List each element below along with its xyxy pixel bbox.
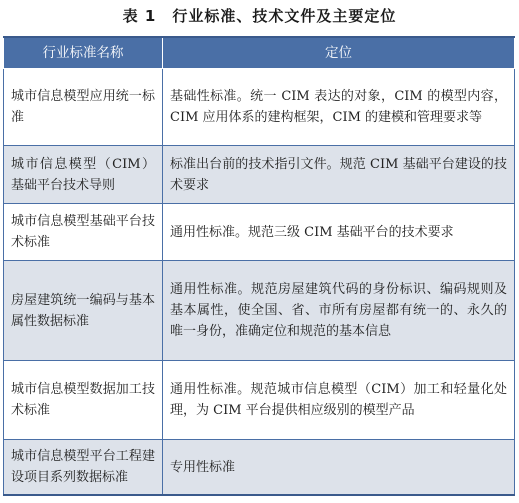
position-cell: 通用性标准。规范房屋建筑代码的身份标识、编码规则及基本属性，使全国、省、市所有房屋都有统一的、永久的唯一身份，准确定位和规范的基本信息 [163,261,515,361]
table-row [4,69,515,146]
standard-name-cell: 房屋建筑统一编码与基本属性数据标准 [4,261,163,361]
standard-name-cell: 城市信息模型应用统一标准 [4,69,163,146]
standard-name-cell: 城市信息模型（CIM）基础平台技术导则 [4,146,163,204]
standard-name-cell: 城市信息模型平台工程建设项目系列数据标准 [4,440,163,496]
position-cell: 专用性标准 [163,440,515,496]
standards-table [3,36,515,496]
table-row [4,361,515,440]
standard-name-cell: 城市信息模型数据加工技术标准 [4,361,163,440]
header-standard-name: 行业标准名称 [4,37,163,69]
position-cell: 基础性标准。统一 CIM 表达的对象，CIM 的模型内容，CIM 应用体系的建构框架，CIM 的建模和管理要求等 [163,69,515,146]
table-caption: 表 1 行业标准、技术文件及主要定位 [122,7,397,25]
table-header-row [4,37,515,69]
position-cell: 通用性标准。规范三级 CIM 基础平台的技术要求 [163,204,515,261]
table-row [4,261,515,361]
table-row [4,204,515,261]
table-row [4,146,515,204]
standard-name-cell: 城市信息模型基础平台技术标准 [4,204,163,261]
position-cell: 标准出台前的技术指引文件。规范 CIM 基础平台建设的技术要求 [163,146,515,204]
position-cell: 通用性标准。规范城市信息模型（CIM）加工和轻量化处理，为 CIM 平台提供相应级别的模型产品 [163,361,515,440]
header-position: 定位 [163,37,515,69]
table-row [4,440,515,496]
